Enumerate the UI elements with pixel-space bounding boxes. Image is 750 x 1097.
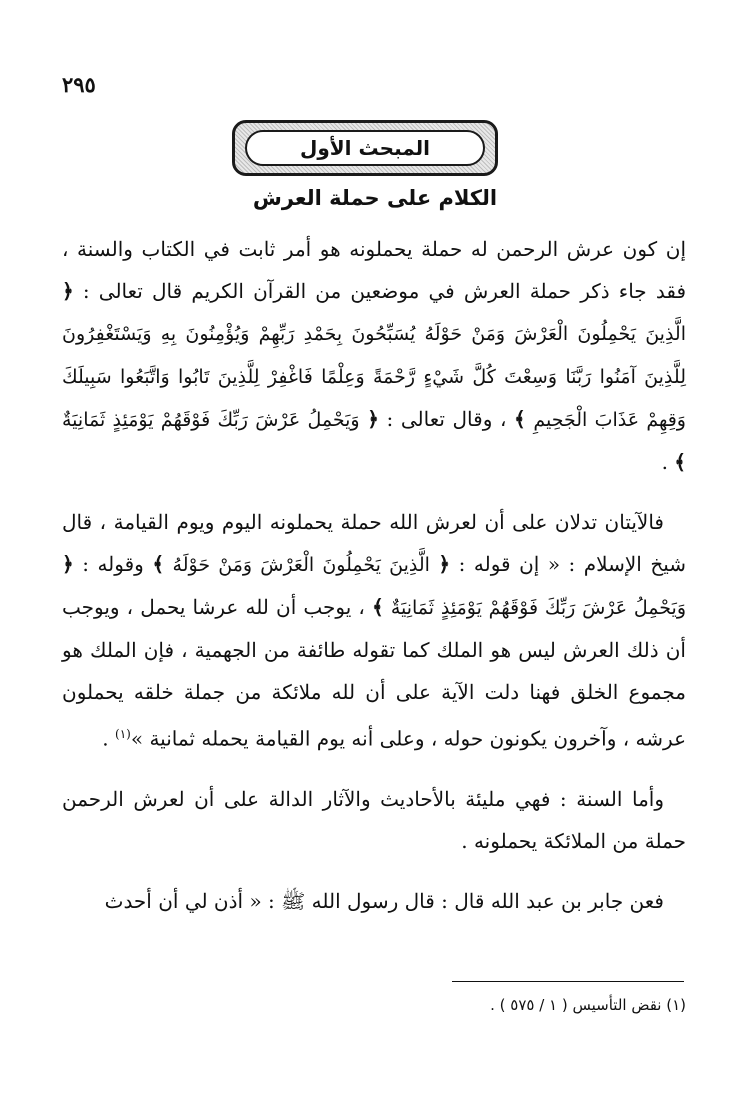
body-text: [62, 228, 686, 940]
section-title-frame: [232, 120, 498, 176]
quran-close-bracket: ﴾: [371, 595, 384, 619]
p2-end: .: [102, 726, 109, 751]
footnote-reference[interactable]: (١): [115, 727, 131, 741]
quran-open-bracket: ﴿: [438, 552, 451, 576]
footnote: (١) نقض التأسيس ( ١ / ٥٧٥ ) .: [490, 996, 686, 1014]
quran-verse: وَيَحْمِلُ عَرْشَ رَبِّكَ فَوْقَهُمْ يَوْمَئِذٍ ثَمَانِيَةٌ: [62, 409, 360, 431]
paragraph-4: فعن جابر بن عبد الله قال : قال رسول الله ﷺ : « أذن لي أن أحدث: [104, 888, 664, 913]
footnote-divider: [452, 981, 684, 982]
quran-verse: الَّذِينَ يَحْمِلُونَ الْعَرْشَ وَمَنْ حَوْلَهُ يُسَبِّحُونَ بِحَمْدِ رَبِّهِمْ وَيُؤْمِنُونَ بِهِ وَيَسْتَغْفِرُونَ لِلَّذِينَ آمَنُوا رَبَّنَا وَسِعْتَ كُلَّ شَيْءٍ رَّحْمَةً وَعِلْمًا فَاغْفِرْ لِلَّذِينَ تَابُوا وَاتَّبَعُوا سَبِيلَكَ وَقِهِمْ عَذَابَ الْجَحِيمِ: [62, 323, 686, 431]
p1-middle: ، وقال تعالى :: [386, 407, 507, 431]
chapter-subtitle: الكلام على حملة العرش: [252, 186, 498, 210]
page-number: ٢٩٥: [62, 72, 96, 97]
p2-intro: فالآيتان تدلان على أن لعرش الله حملة يحملونه اليوم ويوم القيامة ، قال شيخ الإسلام : « إن قوله :: [62, 510, 687, 576]
paragraph-1: [62, 228, 686, 483]
p1-intro: إن كون عرش الرحمن له حملة يحملونه هو أمر ثابت في الكتاب والسنة ، فقد جاء ذكر حملة العرش في موضعين من القرآن الكريم قال تعالى :: [62, 237, 686, 303]
quran-close-bracket: ﴾: [674, 450, 686, 474]
quran-open-bracket: ﴿: [367, 407, 379, 431]
quran-verse: الَّذِينَ يَحْمِلُونَ الْعَرْشَ وَمَنْ حَوْلَهُ: [172, 554, 430, 576]
quran-close-bracket: ﴾: [152, 552, 165, 576]
quran-open-bracket: ﴿: [62, 552, 74, 576]
p1-end: .: [661, 450, 668, 474]
p2-middle: وقوله :: [82, 552, 144, 576]
section-title-box: [245, 130, 485, 166]
paragraph-2: [62, 501, 686, 760]
paragraph-3: وأما السنة : فهي مليئة بالأحاديث والآثار الدالة على أن لعرش الرحمن حملة من الملائكة يحملونه .: [62, 786, 686, 853]
quran-verse: وَيَحْمِلُ عَرْشَ رَبِّكَ فَوْقَهُمْ يَوْمَئِذٍ ثَمَانِيَةٌ: [390, 597, 687, 619]
quran-open-bracket: ﴿: [62, 279, 74, 303]
quran-close-bracket: ﴾: [514, 407, 526, 431]
section-title: المبحث الأول: [299, 136, 431, 160]
p2-rest: ، يوجب أن لله عرشا يحمل ، ويوجب أن ذلك العرش ليس هو الملك كما تقوله طائفة من الجهمية ، فإن الملك هو مجموع الخلق فهنا دلت الآية على أن لله ملائكة من جملة خلقه يحملون عرشه ، وآخرون يكونون حوله ، وعلى أنه يوم القيامة يحمله ثمانية »: [62, 595, 686, 751]
